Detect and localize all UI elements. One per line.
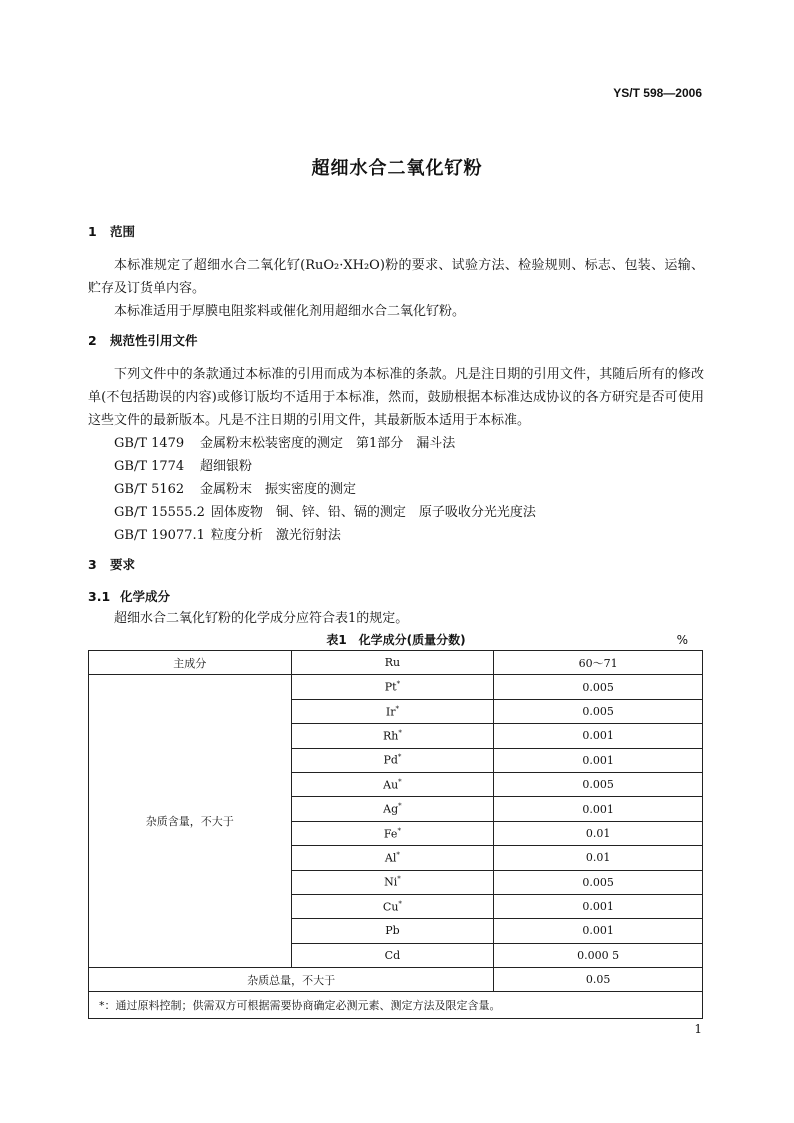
element-symbol: Pt xyxy=(384,680,397,694)
main-component-label: 主成分 xyxy=(89,651,292,675)
footnote-mark: * xyxy=(398,899,402,908)
section-number: 3 xyxy=(88,557,97,572)
element-symbol: Pb xyxy=(385,924,400,938)
footnote-mark: * xyxy=(397,826,401,835)
section-number: 1 xyxy=(88,224,97,239)
reference-title: 粒度分析 激光衍射法 xyxy=(210,528,341,543)
reference-code: GB/T 1479 xyxy=(114,436,185,451)
total-impurity-value: 0.05 xyxy=(494,968,703,992)
section-heading-references xyxy=(88,331,704,351)
impurity-value: 0.001 xyxy=(494,748,703,772)
reference-title: 金属粉末松装密度的测定 第1部分 漏斗法 xyxy=(200,436,456,451)
page-number: 1 xyxy=(694,1022,702,1036)
footnote-mark: * xyxy=(397,753,402,762)
reference-list xyxy=(88,432,704,547)
section-title: 规范性引用文件 xyxy=(110,333,198,348)
footnote-mark: * xyxy=(398,802,402,811)
reference-item xyxy=(88,524,704,547)
reference-item xyxy=(88,478,704,501)
impurity-element xyxy=(291,870,494,894)
scope-paragraph-1: 本标准规定了超细水合二氧化钌(RuO₂·XH₂O)粉的要求、试验方法、检验规则、标志、包装、运输、贮存及订货单内容。 xyxy=(88,258,704,296)
reference-item xyxy=(88,432,704,455)
impurity-element xyxy=(291,919,494,943)
impurity-element xyxy=(291,943,494,967)
element-symbol: Al xyxy=(384,851,397,865)
footnote-mark: * xyxy=(398,777,402,786)
impurity-element xyxy=(291,846,494,870)
impurity-value: 0.001 xyxy=(494,894,703,918)
section-heading-scope xyxy=(88,222,704,242)
reference-item xyxy=(88,455,704,478)
element-symbol: Ir xyxy=(385,705,396,719)
main-element: Ru xyxy=(291,651,494,675)
subsection-heading-chemical xyxy=(88,587,704,607)
footnote-mark: * xyxy=(396,680,401,689)
impurity-value: 0.005 xyxy=(494,675,703,699)
table-row-main xyxy=(89,651,703,675)
reference-title: 固体废物 铜、锌、铅、镉的测定 原子吸收分光光度法 xyxy=(210,505,536,520)
reference-code: GB/T 1774 xyxy=(114,459,185,474)
section-number: 2 xyxy=(88,333,97,348)
impurity-element xyxy=(291,821,494,845)
section-heading-requirements xyxy=(88,555,704,575)
impurity-element xyxy=(291,699,494,723)
total-impurity-label: 杂质总量，不大于 xyxy=(89,968,494,992)
impurity-element xyxy=(291,724,494,748)
table-row-note xyxy=(89,992,703,1019)
section-title: 范围 xyxy=(110,224,136,239)
footnote-mark: * xyxy=(397,875,401,884)
section-title: 要求 xyxy=(110,557,136,572)
impurity-element xyxy=(291,675,494,699)
impurity-element xyxy=(291,748,494,772)
element-symbol: Au xyxy=(383,778,399,792)
impurity-value: 0.01 xyxy=(494,821,703,845)
impurity-value: 0.005 xyxy=(494,870,703,894)
element-symbol: Pd xyxy=(383,754,398,768)
reference-code: GB/T 5162 xyxy=(114,482,185,497)
chemical-composition-table xyxy=(88,650,703,1019)
impurity-value: 0.005 xyxy=(494,772,703,796)
requirements-paragraph: 超细水合二氧化钌粉的化学成分应符合表1的规定。 xyxy=(114,611,409,626)
impurity-value: 0.001 xyxy=(494,724,703,748)
footnote-mark: * xyxy=(396,850,400,859)
impurity-label: 杂质含量，不大于 xyxy=(89,675,292,968)
standard-code: YS/T 598—2006 xyxy=(613,86,702,100)
impurity-element xyxy=(291,894,494,918)
reference-item xyxy=(88,501,704,524)
scope-paragraph-2: 本标准适用于厚膜电阻浆料或催化剂用超细水合二氧化钌粉。 xyxy=(114,304,466,319)
table-row-total xyxy=(89,968,703,992)
element-symbol: Rh xyxy=(382,729,399,743)
main-value: 60～71 xyxy=(494,651,703,675)
impurity-value: 0.001 xyxy=(494,919,703,943)
impurity-value: 0.001 xyxy=(494,797,703,821)
footnote-mark: * xyxy=(398,729,402,738)
element-symbol: Ag xyxy=(383,802,399,816)
reference-title: 金属粉末 振实密度的测定 xyxy=(200,482,357,497)
table-footnote: *：通过原料控制；供需双方可根据需要协商确定必测元素、测定方法及限定含量。 xyxy=(89,992,703,1019)
table-caption xyxy=(88,630,704,650)
impurity-element xyxy=(291,797,494,821)
table-unit: % xyxy=(676,633,688,647)
document-title: 超细水合二氧化钌粉 xyxy=(311,158,483,179)
subsection-title: 化学成分 xyxy=(120,589,171,604)
element-symbol: Cu xyxy=(382,900,399,914)
impurity-value: 0.005 xyxy=(494,699,703,723)
table-row xyxy=(89,675,703,699)
reference-title: 超细银粉 xyxy=(200,459,253,474)
reference-code: GB/T 19077.1 xyxy=(114,528,205,543)
table-title: 表1 化学成分(质量分数) xyxy=(326,633,466,647)
subsection-number: 3.1 xyxy=(88,589,111,604)
element-symbol: Fe xyxy=(383,827,398,841)
element-symbol: Cd xyxy=(384,948,401,962)
reference-code: GB/T 15555.2 xyxy=(114,505,205,520)
footnote-mark: * xyxy=(395,704,399,713)
document-body xyxy=(88,222,704,1019)
element-symbol: Ni xyxy=(384,876,398,890)
impurity-value: 0.000 5 xyxy=(494,943,703,967)
impurity-element xyxy=(291,772,494,796)
references-paragraph: 下列文件中的条款通过本标准的引用而成为本标准的条款。凡是注日期的引用文件，其随后所有的修改单(不包括勘误的内容)或修订版均不适用于本标准，然而，鼓励根据本标准达成协议的各方研究是否可使用这些文件的最新版本。凡是不注日期的引用文件，其最新版本适用于本标准。 xyxy=(88,367,704,428)
impurity-value: 0.01 xyxy=(494,846,703,870)
